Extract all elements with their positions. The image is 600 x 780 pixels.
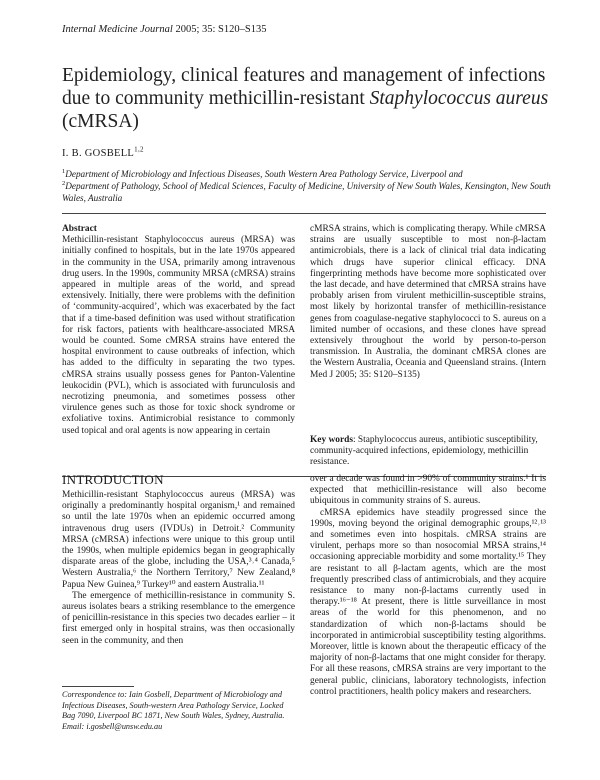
intro-col2-para-2: cMRSA epidemics have steadily progressed since the 1990s, moving beyond the original demographic groups,¹²˒¹³ and sometimes even into hospitals. cMRSA strains are virulent, perhaps more so than nosocomial MRSA strains,¹⁴ occasioning appreciable morbidity and some mortality.¹⁵ They are resistant to all β-lactam agents, which are the most frequently prescribed class of antimicrobials, and they acquire resistance to many non-β-lactams currently used in therapy.¹⁶⁻¹⁸ At present, there is little surveillance in most areas of the world for this phenomenon, and no standardization of which non-β-lactams should be incorporated in antimicrobial susceptibility testing algorithms. Moreover, little is known about the therapeutic efficacy of the majority of non-β-lactams that one might consider for therapy. For all these reasons, cMRSA strains are very important to the general public, clinicians, laboratory technologists, infection control practitioners, health policy makers and researchers.: [310, 507, 546, 697]
correspondence-note: Correspondence to: Iain Gosbell, Department of Microbiology and Infectious Diseases, South-western Area Pathology Service, Locked Bag 7090, Liverpool BC 1871, New South Wales, Sydney, Australia. Email: i.gosbell@unsw.edu.au: [62, 690, 285, 731]
abstract-text-1: Methicillin-resistant Staphylococcus aureus (MRSA) was initially confined to hospitals, but in the late 1970s appeared in the community in the USA, primarily among intravenous drug users. In the 1990s, community MRSA (cMRSA) strains appeared in multiple areas of the world, and spread extensively. Initially, there were problems with the definition of ‘community-acquired’, which was exacerbated by the fact that if a time-based definition was used without stratification for risk factors, patients with healthcare-associated MRSA would be counted. Some cMRSA strains have entered the hospital environment to cause outbreaks of infection, which has added to the difficulty in separating the two types. cMRSA strains usually possess genes for Panton-Valentine leukocidin (PVL), which is associated with furunculosis and necrotizing pneumonia, and sometimes possess other virulence genes such as those for toxic shock syndrome or exfoliative toxins. Antimicrobial resistance to commonly used topical and oral agents is now appearing in certain: [62, 235, 295, 436]
affiliation-1: [62, 168, 552, 180]
affiliation-1-text: Department of Microbiology and Infectious Diseases, South Western Area Pathology Service, Liverpool and: [65, 169, 463, 179]
journal-citation: 2005; 35: S120–S135: [172, 24, 267, 35]
keywords-text: : Staphylococcus aureus, antibiotic susceptibility, community-acquired infections, epidemiology, methicillin resistance.: [310, 435, 538, 468]
header-divider: [62, 213, 546, 214]
title-part1: Epidemiology, clinical features and management of infections due to community methicillin-resistant: [62, 65, 546, 109]
article-title: [62, 64, 562, 133]
abstract-heading: Abstract: [62, 224, 97, 234]
keywords: [310, 435, 546, 469]
introduction-column-1: [62, 490, 295, 647]
author-name: I. B. GOSBELL: [62, 148, 135, 159]
affiliation-2: [62, 180, 552, 204]
affiliations: [62, 168, 552, 204]
intro-para-1: Methicillin-resistant Staphylococcus aureus (MRSA) was originally a predominantly hospital organism,¹ and remained so until the late 1970s when an epidemic occurred among intravenous drug users (IVDUs) in Detroit.² Community MRSA (cMRSA) infections were unique to this group until the 1990s, when multiple epidemics began in geographically disparate areas of the globe, including the USA,³˒⁴ Canada,⁵ Western Australia,⁶ the Northern Territory,⁷ New Zealand,⁸ Papua New Guinea,⁹ Turkey¹⁰ and eastern Australia.¹¹: [62, 490, 295, 590]
abstract-column-2: [310, 224, 546, 381]
keywords-label: Key words: [310, 435, 353, 445]
title-italic: Staphylococcus aureus: [369, 88, 549, 109]
affiliation-2-text: Department of Pathology, School of Medical Sciences, Faculty of Medicine, University of New South Wales, Kensington, New South Wales, Australia: [62, 181, 551, 203]
introduction-column-2: [310, 474, 546, 698]
title-part2: (cMRSA): [62, 111, 139, 132]
affiliation-1-sup: 1: [62, 167, 66, 175]
abstract-column-1: [62, 224, 295, 437]
journal-name: Internal Medicine Journal: [62, 24, 173, 35]
affiliation-2-sup: 2: [62, 179, 66, 187]
journal-header: [62, 24, 266, 35]
author-sup: 1,2: [134, 145, 144, 154]
author-line: [62, 145, 144, 159]
footnote-rule: [62, 686, 134, 687]
intro-col2-para-1: over a decade was found in >90% of community strains.¹ It is expected that methicillin-resistance will also become ubiquitous in community strains of S. aureus.: [310, 474, 546, 507]
intro-para-2: The emergence of methicillin-resistance in community S. aureus isolates bears a striking resemblance to the emergence of penicillin-resistance in this species two decades earlier – it first emerged only in hospital strains, was then occasionally seen in the community, and then: [62, 590, 295, 646]
abstract-text-2: cMRSA strains, which is complicating therapy. While cMRSA strains are usually susceptible to most non-β-lactam antimicrobials, there is a lack of clinical trial data indicating which drugs have superior clinical efficacy. DNA fingerprinting methods have become more sophisticated over the last decade, and have determined that cMRSA strains have probably arisen from virulent methicillin-susceptible strains, most likely by horizontal transfer of methicillin-resistance genes from coagulase-negative staphylococci to S. aureus on a limited number of occasions, and these clones have spread extensively throughout the world by person-to-person transmission. In Australia, the dominant cMRSA clones are the Western Australia, Oceania and Queensland strains. (Intern Med J 2005; 35: S120–S135): [310, 224, 546, 380]
introduction-heading: INTRODUCTION: [62, 472, 164, 487]
